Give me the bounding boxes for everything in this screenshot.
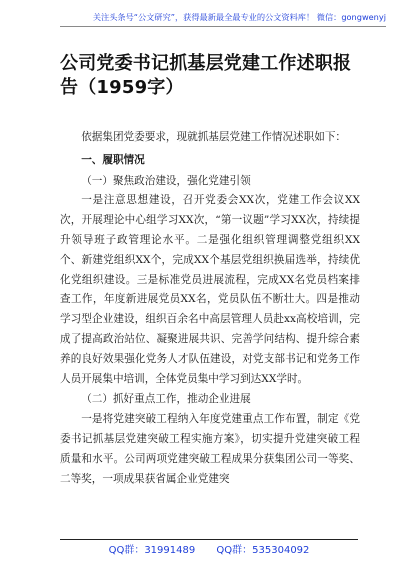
footer-qq-group-2: QQ群：535304092 xyxy=(216,545,310,556)
footer-qq-group-1: QQ群：31991489 xyxy=(108,545,196,556)
document-body xyxy=(60,128,360,489)
subsection-heading: （二）抓好重点工作，推动企业进展 xyxy=(81,393,251,406)
intro-paragraph: 依据集团党委要求，现就抓基层党建工作情况述职如下： xyxy=(81,131,347,143)
subsection-heading: （一）聚焦政治建设，强化党建引领 xyxy=(81,174,251,187)
footer xyxy=(60,542,358,560)
body-paragraph: 一是注意思想建设，召开党委会XX次，党建工作会议XX次，开展理论中心组学习XX次，“第一议题”学习XX次，持续提升领导班子政管理论水平。二是强化组织管理调整党组织XX个、新建党组织XX个，完成XX个基层党组织换届选举，持续优化党组织建设。三是标准党员进展流程，完成XX名党员档案排查工作，年度新进展党员XX名，党员队伍不断壮大。四是推动学习型企业建设，组织百余名中高层管理人员赴xx高校培训，完成了提高政治站位、凝聚进展共识、完善学问结构、提升综合素养的良好效果强化党务人才队伍建设，对党支部书记和党务工作人员开展集中培训，全体党员集中学习到达XX学时。 xyxy=(60,194,360,385)
body-paragraph: 一是将党建突破工程纳入年度党建重点工作布置，制定《党委书记抓基层党建突破工程实施方案》，切实提升党建突破工程质量和水平。公司两项党建突破工程成果分获集团公司一等奖、二等奖，一项成果获省属企业党建突 xyxy=(60,413,360,485)
footer-divider xyxy=(60,539,358,540)
document-title: 公司党委书记抓基层党建工作述职报告（1959字） xyxy=(60,53,352,98)
header-banner: 关注头条号“公文研究”，获得最新最全最专业的公文资料库！ 微信：gongwenyj xyxy=(60,10,386,27)
section-heading: 一、履职情况 xyxy=(81,153,145,166)
